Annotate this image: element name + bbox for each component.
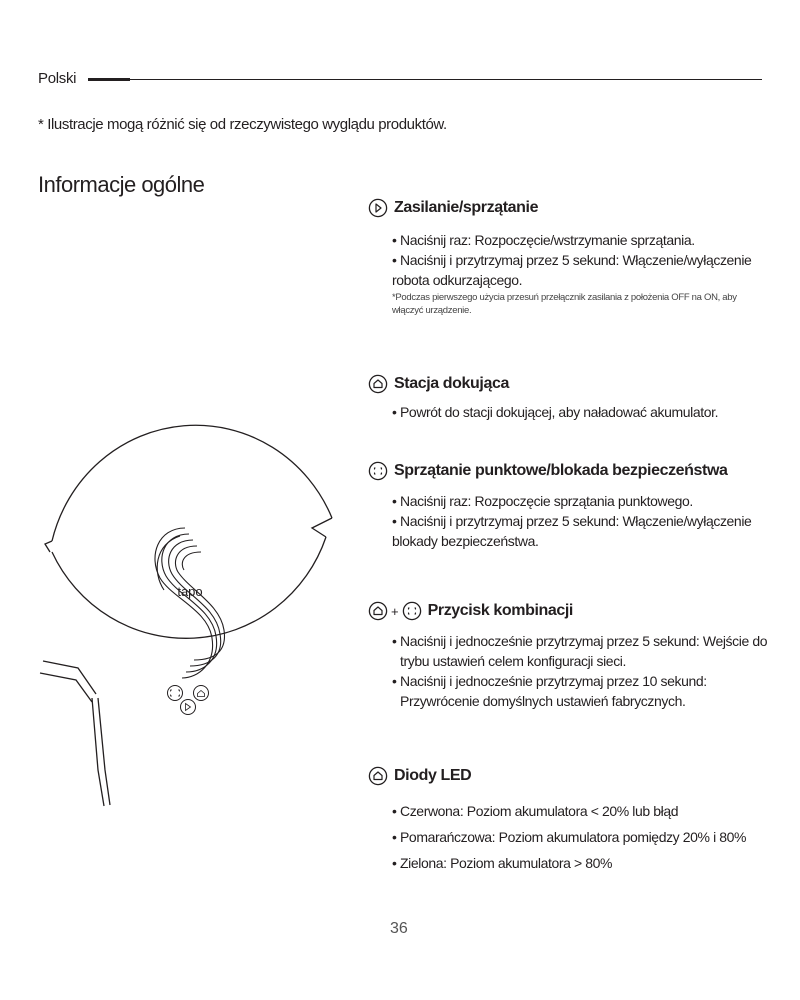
section-title: Informacje ogólne [38, 172, 205, 197]
header-rule-thick [88, 78, 130, 81]
entry-dock-title: Stacja dokująca [394, 375, 509, 392]
entry-combo [368, 599, 768, 711]
entry-led-bullet-red: • Czerwona: Poziom akumulatora < 20% lub błąd [392, 803, 679, 819]
entry-led-title: Diody LED [394, 767, 472, 784]
plus-sign: + [391, 603, 399, 619]
language-label: Polski [38, 70, 77, 87]
entry-power-bullet-2: • Naciśnij i przytrzymaj przez 5 sekund: Włączenie/wyłączenie robota odkurzającego. [392, 252, 752, 288]
entry-dock-bullet-1: • Powrót do stacji dokującej, aby naładować akumulator. [392, 404, 719, 420]
entry-led [368, 764, 768, 876]
entry-combo-title: Przycisk kombinacji [427, 602, 573, 619]
home-dock-icon [368, 601, 388, 621]
entry-led-bullet-green: • Zielona: Poziom akumulatora > 80% [392, 855, 613, 871]
entry-led-bullet-orange: • Pomarańczowa: Poziom akumulatora pomiędzy 20% i 80% [392, 829, 747, 845]
entry-spot-bullet-1: • Naciśnij raz: Rozpoczęcie sprzątania punktowego. [392, 493, 693, 509]
entry-combo-bullet-2: • Naciśnij i jednocześnie przytrzymaj przez 10 sekund: Przywrócenie domyślnych ustawień fabrycznych. [392, 673, 707, 709]
header-rule [130, 79, 762, 80]
entry-power [368, 196, 768, 317]
entry-combo-bullet-1: • Naciśnij i jednocześnie przytrzymaj przez 5 sekund: Wejście do trybu ustawień celem konfiguracji sieci. [392, 633, 768, 669]
home-led-icon [368, 766, 388, 786]
spot-clean-icon [368, 461, 388, 481]
robot-vacuum-illustration [30, 260, 350, 820]
entry-dock [368, 372, 768, 422]
tapo-logo: tapo [177, 584, 203, 599]
entry-spot-title: Sprzątanie punktowe/blokada bezpieczeństwa [394, 462, 728, 479]
entry-power-note: *Podczas pierwszego użycia przesuń przełącznik zasilania z położenia OFF na ON, aby włączyć urządzenie. [392, 292, 737, 316]
entry-power-bullet-1: • Naciśnij raz: Rozpoczęcie/wstrzymanie sprzątania. [392, 232, 695, 248]
home-dock-icon [368, 374, 388, 394]
spot-clean-icon [402, 601, 422, 621]
disclaimer: * Ilustracje mogą różnić się od rzeczywistego wyglądu produktów. [38, 116, 447, 133]
entry-spot-bullet-2: • Naciśnij i przytrzymaj przez 5 sekund: Włączenie/wyłączenie blokady bezpieczeństwa. [392, 513, 752, 549]
entry-spot [368, 459, 768, 551]
entry-power-title: Zasilanie/sprzątanie [394, 199, 539, 216]
page-number: 36 [390, 920, 408, 937]
power-play-icon [368, 198, 388, 218]
